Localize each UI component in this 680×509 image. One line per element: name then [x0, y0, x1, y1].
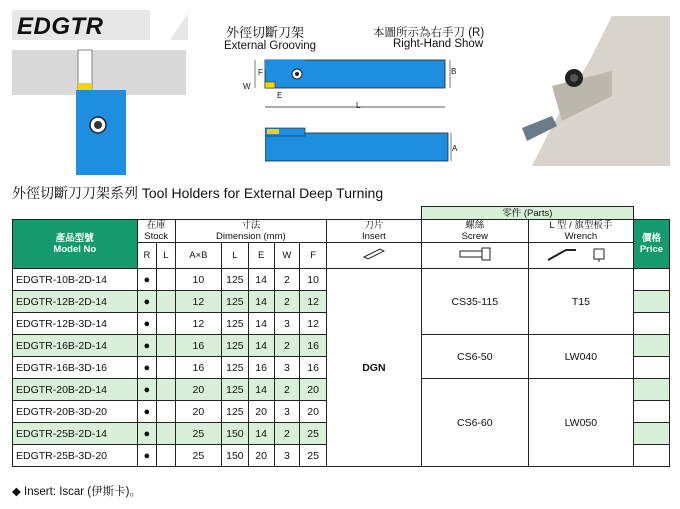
section-title: 外徑切斷刀刀架系列 Tool Holders for External Deep Turning — [12, 185, 384, 201]
axb-cell: 12 — [175, 313, 221, 335]
axb-cell: 25 — [175, 423, 221, 445]
price-cell — [633, 401, 669, 423]
stock-r-cell: ● — [137, 269, 157, 291]
e-cell: 14 — [248, 269, 274, 291]
stock-l-cell — [157, 291, 176, 313]
price-cell — [633, 291, 669, 313]
dim-label-f: F — [258, 68, 263, 77]
sub-l: L — [157, 243, 176, 269]
col-model: 產品型號 Model No — [13, 220, 138, 269]
w-cell: 2 — [274, 269, 300, 291]
f-cell: 16 — [300, 335, 327, 357]
tool-drawing-top — [235, 52, 460, 122]
model-cell: EDGTR-25B-2D-14 — [13, 423, 138, 445]
dim-label-w: W — [243, 82, 251, 91]
wrench-icon — [528, 243, 633, 269]
axb-cell: 10 — [175, 269, 221, 291]
price-cell — [633, 423, 669, 445]
price-cell — [633, 335, 669, 357]
diagram-title-en: External Grooving — [224, 40, 317, 52]
product-title: EDGTR — [17, 13, 104, 40]
col-insert: 刀片 Insert — [327, 220, 422, 243]
sub-l2: L — [222, 243, 249, 269]
l-cell: 125 — [222, 269, 249, 291]
product-table — [12, 206, 670, 467]
stock-r-cell: ● — [137, 423, 157, 445]
col-wrench: L 型 / 旗型板手 Wrench — [528, 220, 633, 243]
e-cell: 14 — [248, 313, 274, 335]
sub-axb: A×B — [175, 243, 221, 269]
screw-cell: CS35-115 — [421, 269, 528, 335]
model-cell: EDGTR-20B-3D-20 — [13, 401, 138, 423]
diagram-title-cn: 外徑切斷刀架 — [226, 25, 305, 40]
w-cell: 3 — [274, 401, 300, 423]
diagram-note-cn: 本圖所示為右手刀 (R) — [373, 27, 485, 39]
stock-r-cell: ● — [137, 401, 157, 423]
parts-header: 零件 (Parts) — [421, 207, 633, 220]
e-cell: 20 — [248, 401, 274, 423]
insert-cell: DGN — [327, 269, 422, 467]
tool-photo-right — [512, 16, 670, 166]
header-notch — [150, 10, 190, 40]
e-cell: 14 — [248, 291, 274, 313]
price-cell — [633, 313, 669, 335]
l-cell: 125 — [222, 313, 249, 335]
stock-r-cell: ● — [137, 313, 157, 335]
w-cell: 2 — [274, 291, 300, 313]
stock-l-cell — [157, 401, 176, 423]
stock-l-cell — [157, 335, 176, 357]
axb-cell: 16 — [175, 357, 221, 379]
stock-r-cell: ● — [137, 445, 157, 467]
stock-l-cell — [157, 313, 176, 335]
table-row — [13, 269, 670, 291]
wrench-cell: LW040 — [528, 335, 633, 379]
w-cell: 3 — [274, 313, 300, 335]
axb-cell: 16 — [175, 335, 221, 357]
wrench-cell: T15 — [528, 269, 633, 335]
l-cell: 125 — [222, 291, 249, 313]
col-price: 價格 Price — [633, 220, 669, 269]
screw-cell: CS6-60 — [421, 379, 528, 467]
f-cell: 16 — [300, 357, 327, 379]
f-cell: 25 — [300, 423, 327, 445]
wrench-cell: LW050 — [528, 379, 633, 467]
f-cell: 20 — [300, 379, 327, 401]
col-screw: 螺絲 Screw — [421, 220, 528, 243]
e-cell: 20 — [248, 445, 274, 467]
col-dimension: 寸法 Dimension (mm) — [175, 220, 326, 243]
sub-f: F — [300, 243, 327, 269]
stock-l-cell — [157, 379, 176, 401]
model-cell: EDGTR-20B-2D-14 — [13, 379, 138, 401]
e-cell: 14 — [248, 379, 274, 401]
f-cell: 20 — [300, 401, 327, 423]
stock-r-cell: ● — [137, 379, 157, 401]
screw-icon — [421, 243, 528, 269]
tool-drawing-side — [265, 125, 458, 165]
stock-r-cell: ● — [137, 357, 157, 379]
sub-r: R — [137, 243, 157, 269]
f-cell: 12 — [300, 291, 327, 313]
model-cell: EDGTR-12B-2D-14 — [13, 291, 138, 313]
tool-photo-left — [12, 45, 186, 175]
e-cell: 16 — [248, 357, 274, 379]
col-stock: 在庫 Stock — [137, 220, 175, 243]
stock-l-cell — [157, 357, 176, 379]
axb-cell: 25 — [175, 445, 221, 467]
model-cell: EDGTR-16B-2D-14 — [13, 335, 138, 357]
stock-l-cell — [157, 269, 176, 291]
model-cell: EDGTR-12B-3D-14 — [13, 313, 138, 335]
dim-label-a: A — [452, 144, 458, 153]
l-cell: 125 — [222, 335, 249, 357]
sub-w: W — [274, 243, 300, 269]
price-cell — [633, 357, 669, 379]
diagram-note-en: Right-Hand Show — [393, 38, 484, 50]
price-cell — [633, 445, 669, 467]
price-cell — [633, 269, 669, 291]
axb-cell: 12 — [175, 291, 221, 313]
sub-e: E — [248, 243, 274, 269]
stock-l-cell — [157, 445, 176, 467]
footnote: ◆ Insert: Iscar (伊斯卡)。 — [12, 486, 141, 498]
axb-cell: 20 — [175, 401, 221, 423]
dim-label-e: E — [277, 91, 283, 100]
w-cell: 2 — [274, 423, 300, 445]
price-cell — [633, 379, 669, 401]
f-cell: 25 — [300, 445, 327, 467]
l-cell: 125 — [222, 357, 249, 379]
e-cell: 14 — [248, 423, 274, 445]
f-cell: 10 — [300, 269, 327, 291]
dim-label-b: B — [451, 67, 457, 76]
model-cell: EDGTR-16B-3D-16 — [13, 357, 138, 379]
stock-r-cell: ● — [137, 335, 157, 357]
stock-r-cell: ● — [137, 291, 157, 313]
screw-cell: CS6-50 — [421, 335, 528, 379]
w-cell: 2 — [274, 335, 300, 357]
axb-cell: 20 — [175, 379, 221, 401]
model-cell: EDGTR-10B-2D-14 — [13, 269, 138, 291]
l-cell: 125 — [222, 379, 249, 401]
model-cell: EDGTR-25B-3D-20 — [13, 445, 138, 467]
w-cell: 3 — [274, 445, 300, 467]
insert-icon — [327, 243, 422, 269]
stock-l-cell — [157, 423, 176, 445]
f-cell: 12 — [300, 313, 327, 335]
l-cell: 125 — [222, 401, 249, 423]
e-cell: 14 — [248, 335, 274, 357]
w-cell: 2 — [274, 379, 300, 401]
l-cell: 150 — [222, 445, 249, 467]
l-cell: 150 — [222, 423, 249, 445]
w-cell: 3 — [274, 357, 300, 379]
dim-label-l: L — [356, 101, 361, 110]
